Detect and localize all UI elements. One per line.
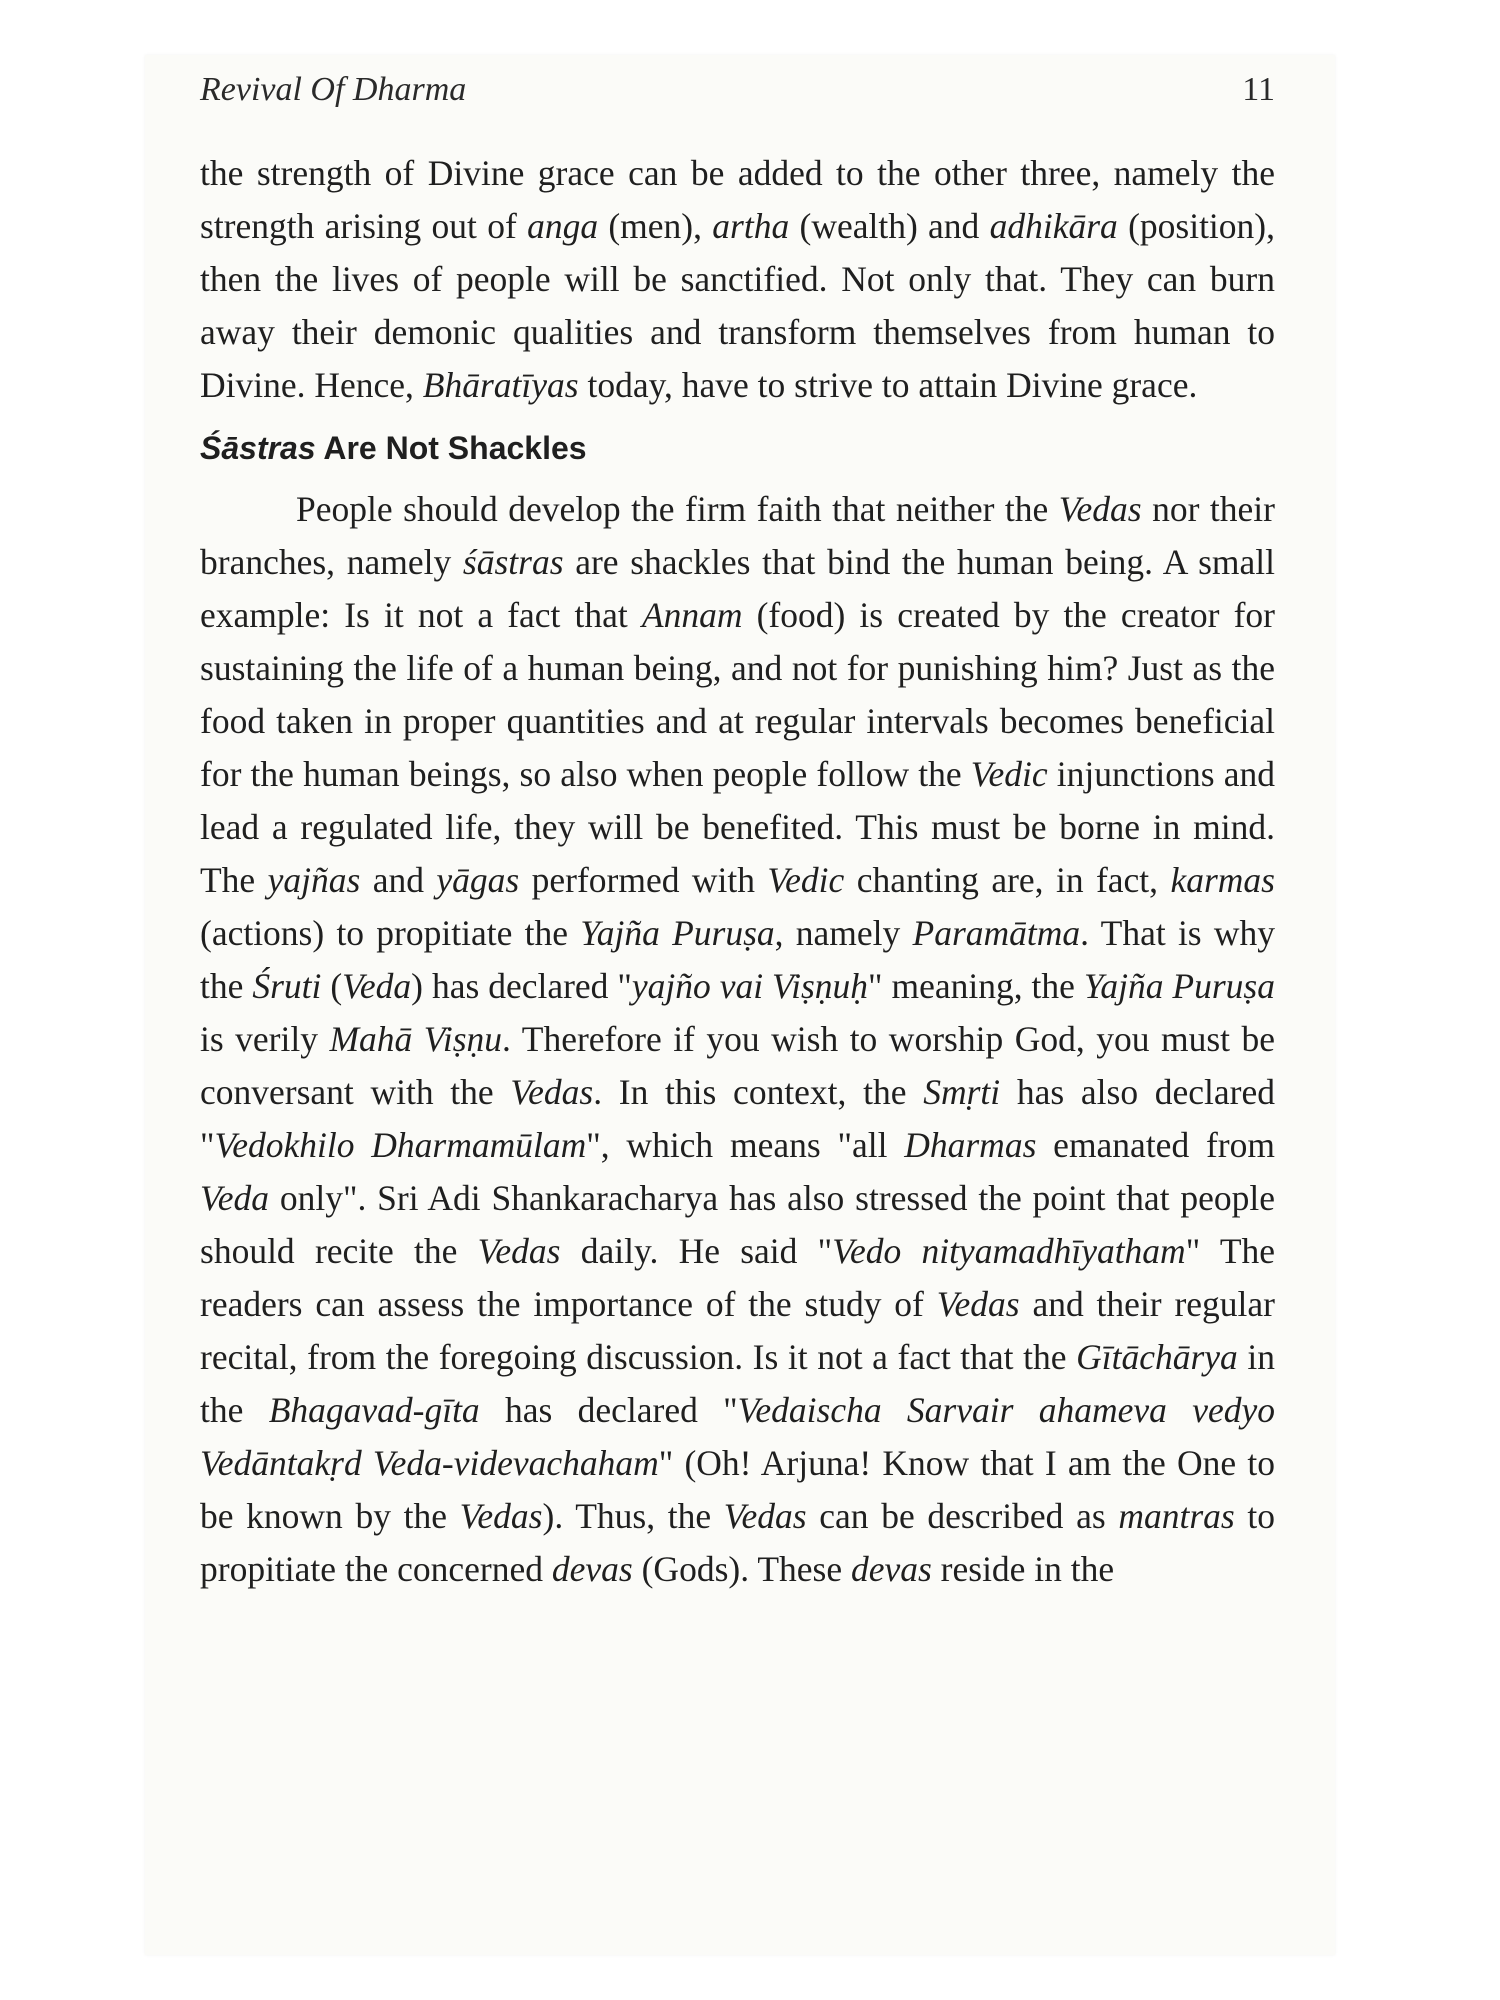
text-run: " meaning, the: [868, 966, 1084, 1006]
italic-term: karmas: [1170, 860, 1275, 900]
text-run: and: [360, 860, 437, 900]
text-run: are shackles that bind the human being. A small example: Is it not a fact that: [200, 542, 1275, 635]
italic-term: śāstras: [462, 542, 564, 582]
italic-term: Bhagavad-gīta: [268, 1390, 480, 1430]
text-run: (food) is created by the creator for sustaining the life of a human being, and not for punishing him? Just as the food taken in proper quantities and at regular intervals becomes beneficial for the human beings, so also when people follow the: [200, 595, 1275, 794]
text-run: , namely: [774, 913, 913, 953]
italic-term: Vedas: [510, 1072, 594, 1112]
italic-term: Vedo nityamadhīyatham: [832, 1231, 1186, 1271]
italic-term: yajñas: [267, 860, 361, 900]
text-run: (: [321, 966, 343, 1006]
text-run: (Gods). These: [632, 1549, 851, 1589]
italic-term: Veda: [200, 1178, 270, 1218]
italic-term: Vedic: [767, 860, 845, 900]
text-run: nor their branches, namely: [200, 489, 1275, 582]
italic-term: Vedas: [936, 1284, 1020, 1324]
italic-term: Vedaischa Sarvair ahameva vedyo Vedāntakṛd Veda-videvachaham: [200, 1390, 1275, 1483]
italic-term: Mahā Viṣṇu: [329, 1019, 503, 1059]
text-run: (men),: [598, 206, 713, 246]
running-title: Revival Of Dharma: [200, 71, 467, 108]
italic-term: yāgas: [436, 860, 520, 900]
italic-term: Yajña Puruṣa: [1083, 966, 1275, 1006]
italic-term: devas: [551, 1549, 633, 1589]
italic-term: Veda: [342, 966, 412, 1006]
italic-term: yajño vai Viṣṇuḥ: [631, 966, 869, 1006]
page-number: 11: [1242, 71, 1275, 108]
text-run: . Therefore if you wish to worship God, you must be conversant with the: [200, 1019, 1275, 1112]
text-run: daily. He said ": [560, 1231, 833, 1271]
text-run: " (Oh! Arjuna! Know that I am the One to be known by the: [200, 1443, 1275, 1536]
italic-term: anga: [527, 206, 599, 246]
text-run: injunctions and lead a regulated life, they will be benefited. This must be borne in mind. The: [200, 754, 1275, 900]
italic-term: Vedas: [459, 1496, 543, 1536]
section-heading: [200, 422, 1275, 475]
italic-term: Vedic: [970, 754, 1048, 794]
italic-term: artha: [712, 206, 790, 246]
text-run: (wealth) and: [789, 206, 990, 246]
text-run: . In this context, the: [593, 1072, 924, 1112]
text-run: emanated from: [1036, 1125, 1275, 1165]
italic-term: adhikāra: [989, 206, 1118, 246]
text-run: (position), then the lives of people will be sanctified. Not only that. They can burn away their demonic qualities and transform themselves from human to Divine. Hence,: [200, 206, 1275, 405]
italic-term: devas: [850, 1549, 932, 1589]
text-run: and their regular recital, from the foregoing discussion. Is it not a fact that the: [200, 1284, 1275, 1377]
book-page: [145, 55, 1335, 1955]
text-run: chanting are, in fact,: [844, 860, 1171, 900]
body-text: [200, 147, 1275, 1596]
text-run: ", which means "all: [586, 1125, 905, 1165]
text-run: ) has declared ": [411, 966, 632, 1006]
text-run: has declared ": [479, 1390, 738, 1430]
italic-term: Dharmas: [904, 1125, 1037, 1165]
text-run: performed with: [519, 860, 768, 900]
italic-term: Gītāchārya: [1076, 1337, 1238, 1377]
text-run: . That is why the: [200, 913, 1276, 1006]
text-run: today, have to strive to attain Divine grace.: [578, 365, 1198, 405]
italic-term: Bhāratīyas: [422, 365, 579, 405]
italic-term: mantras: [1118, 1496, 1235, 1536]
text-run: is verily: [200, 1019, 330, 1059]
heading-italic: Śāstras: [200, 430, 316, 466]
italic-term: Smṛti: [923, 1072, 1001, 1112]
text-run: only". Sri Adi Shankaracharya has also stressed the point that people should recite the: [200, 1178, 1275, 1271]
text-run: has also declared ": [200, 1072, 1275, 1165]
text-run: (actions) to propitiate the: [200, 913, 581, 953]
text-run: People should develop the firm faith that neither the: [296, 489, 1059, 529]
italic-term: Vedas: [723, 1496, 807, 1536]
heading-text: Are Not Shackles: [315, 430, 587, 466]
text-run: the strength of Divine grace can be added to the other three, namely the strength arising out of: [200, 153, 1275, 246]
italic-term: Annam: [641, 595, 743, 635]
text-run: " The readers can assess the importance of the study of: [200, 1231, 1276, 1324]
paragraph-1: [200, 147, 1275, 412]
paragraph-2: [200, 483, 1275, 1596]
text-run: ). Thus, the: [542, 1496, 724, 1536]
running-header: [200, 71, 1275, 121]
italic-term: Vedas: [1058, 489, 1142, 529]
text-run: to propitiate the concerned: [200, 1496, 1275, 1589]
italic-term: Yajña Puruṣa: [580, 913, 775, 953]
text-run: in the: [200, 1337, 1275, 1430]
text-run: can be described as: [806, 1496, 1119, 1536]
italic-term: Vedas: [477, 1231, 561, 1271]
italic-term: Vedokhilo Dharmamūlam: [214, 1125, 587, 1165]
italic-term: Śruti: [252, 966, 322, 1006]
text-run: reside in the: [931, 1549, 1115, 1589]
italic-term: Paramātma: [912, 913, 1081, 953]
